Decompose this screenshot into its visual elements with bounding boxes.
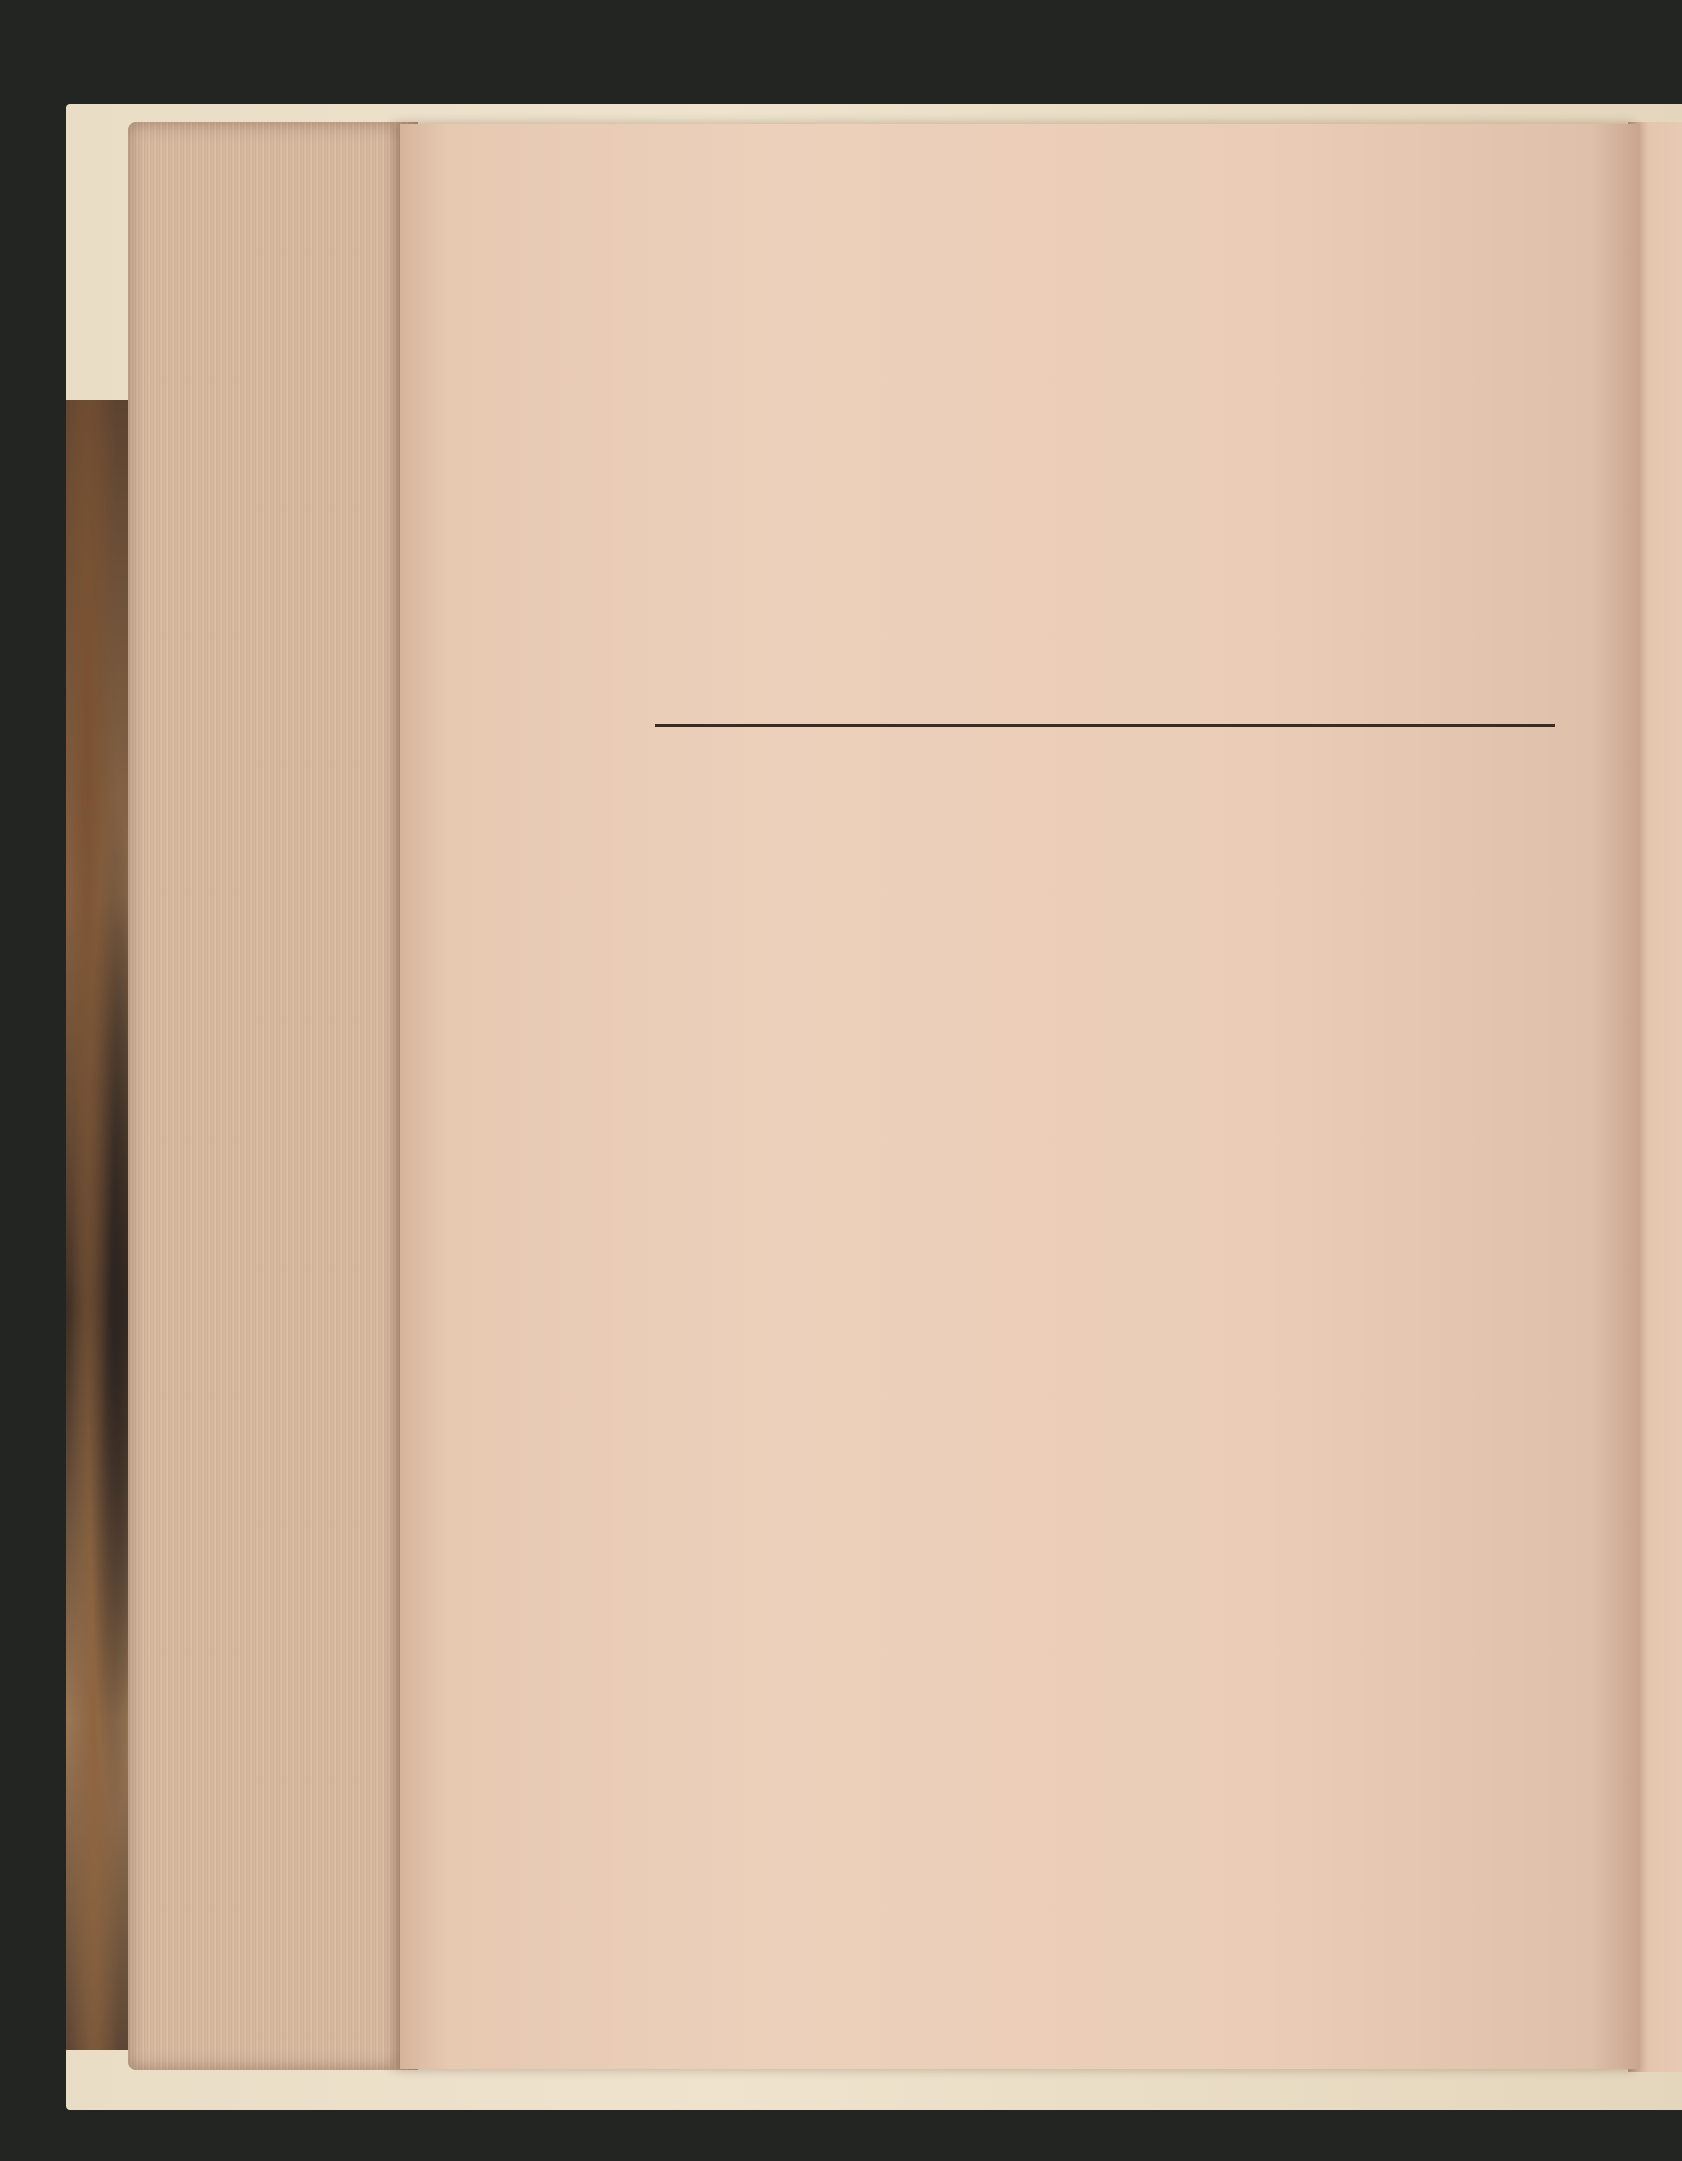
running-header bbox=[655, 158, 1495, 216]
marbled-board bbox=[66, 400, 136, 2050]
book-page bbox=[400, 124, 1640, 2069]
section-rule bbox=[655, 724, 1555, 727]
page-edges bbox=[128, 122, 418, 2070]
